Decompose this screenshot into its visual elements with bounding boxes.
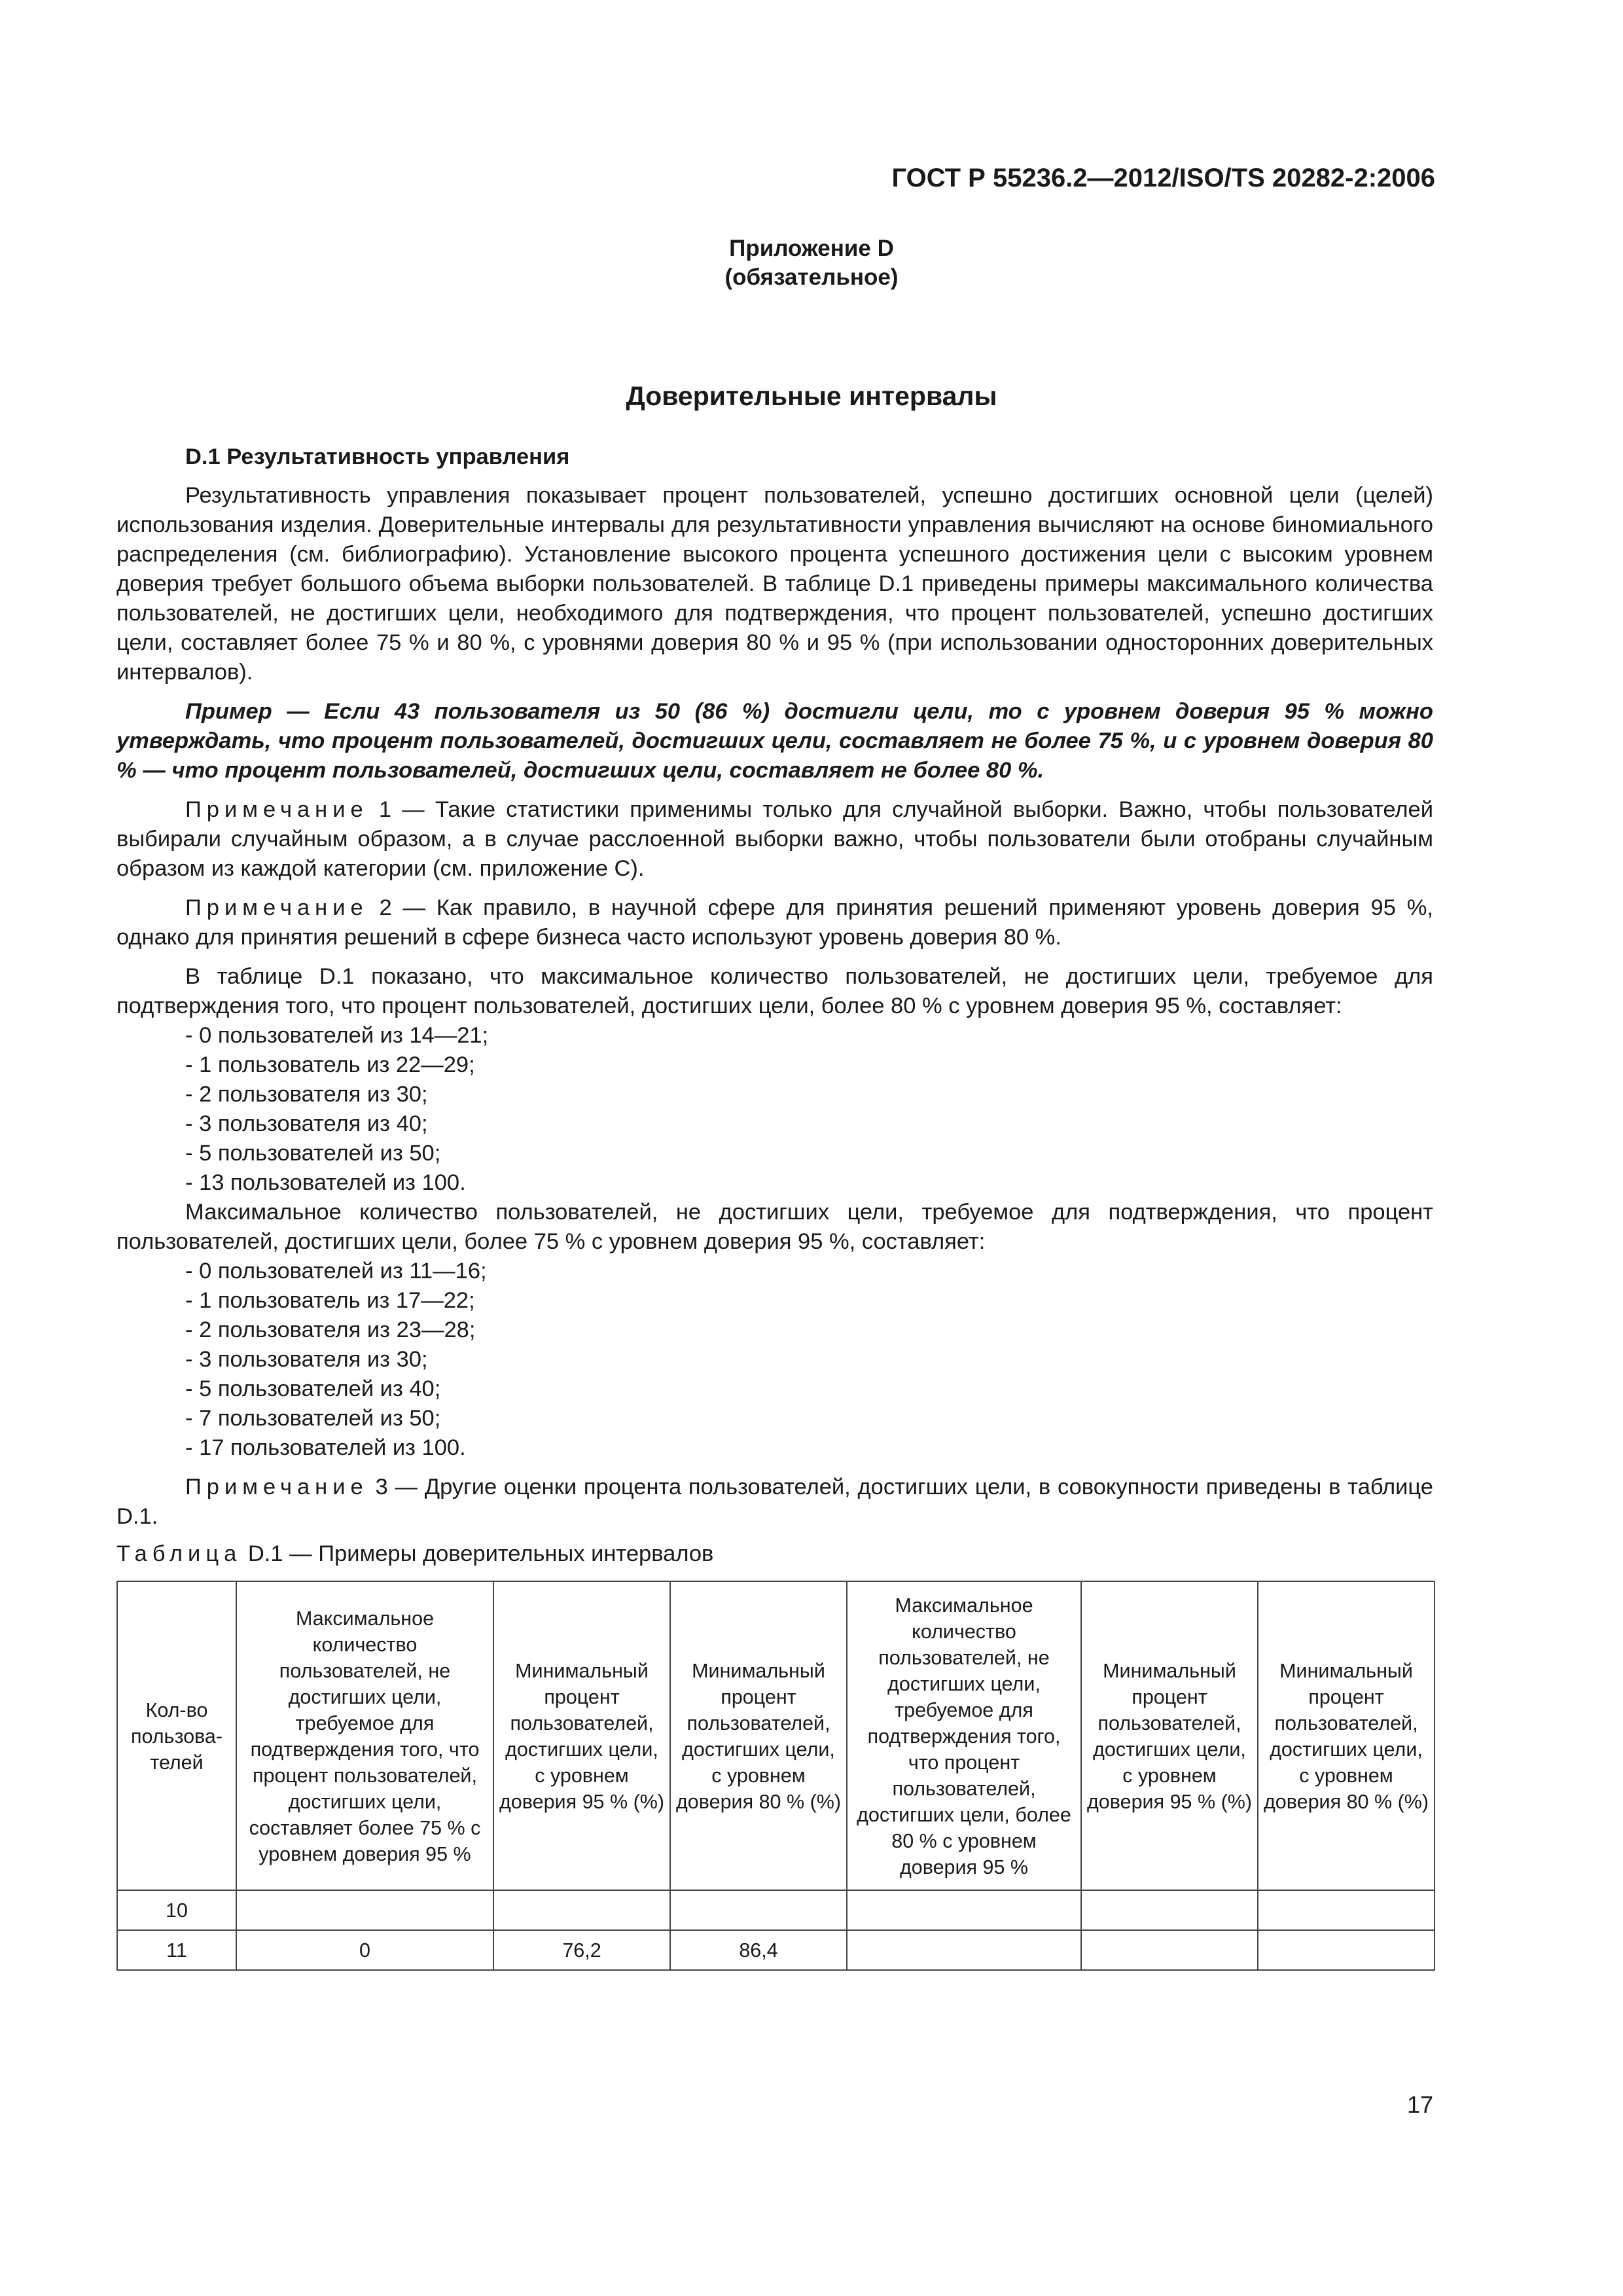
table-row <box>117 1930 1435 1970</box>
list-item: - 7 пользователей из 50; <box>185 1406 441 1431</box>
list-80-percent <box>116 1021 1433 1198</box>
confidence-intervals-table <box>116 1581 1435 1971</box>
list-item: - 3 пользователя из 30; <box>185 1347 428 1372</box>
list-item: - 3 пользователя из 40; <box>185 1111 428 1136</box>
column-header: Минимальный процент пользователей, достигших цели, с уровнем доверия 95 % (%) <box>493 1581 670 1890</box>
table-cell: 76,2 <box>493 1930 670 1970</box>
subsection-heading: D.1 Результативность управления <box>185 444 570 469</box>
column-header: Минимальный процент пользователей, достигших цели, с уровнем доверия 80 % (%) <box>670 1581 847 1890</box>
table-cell <box>847 1890 1081 1930</box>
column-header: Минимальный процент пользователей, достигших цели, с уровнем доверия 95 % (%) <box>1081 1581 1258 1890</box>
list-75-percent <box>116 1257 1433 1463</box>
table-cell <box>1081 1890 1258 1930</box>
list-item: - 5 пользователей из 40; <box>185 1376 441 1401</box>
column-header: Максимальное количество пользователей, не достигших цели, требуемое для подтверждения того, что процент пользователей, достигших цели, составляет более 75 % с уровнем доверия 95 % <box>236 1581 493 1890</box>
list-item: - 5 пользователей из 50; <box>185 1141 441 1166</box>
appendix-title: Приложение D <box>729 236 894 261</box>
paragraph-effectiveness: Результативность управления показывает процент пользователей, успешно достигших основной цели (целей) использования изделия. Доверительные интервалы для результативности управления вычисляют на основе биномиального распределения (см. библиографию). Установление высокого процента успешного достижения цели с высоким уровнем доверия требует большого объема выборки пользователей. В таблице D.1 приведены примеры максимального количества пользователей, не достигших цели, необходимого для подтверждения, что процент пользователей, успешно достигших цели, составляет более 75 % и 80 %, с уровнями доверия 80 % и 95 % (при использовании односторонних доверительных интервалов). <box>116 483 1433 685</box>
column-header: Минимальный процент пользователей, достигших цели, с уровнем доверия 80 % (%) <box>1258 1581 1435 1890</box>
paragraph-75-percent: Максимальное количество пользователей, не достигших цели, требуемое для подтверждения, что процент пользователей, достигших цели, более 75 % с уровнем доверия 95 %, составляет: <box>116 1200 1433 1254</box>
list-item: - 0 пользователей из 11—16; <box>185 1259 487 1283</box>
paragraph-80-percent: В таблице D.1 показано, что максимальное количество пользователей, не достигших цели, требуемое для подтверждения того, что процент пользователей, достигших цели, более 80 % с уровнем доверия 95 %, составляет: <box>116 964 1433 1018</box>
table-cell <box>236 1890 493 1930</box>
table-body <box>117 1890 1435 1970</box>
table-cell <box>493 1890 670 1930</box>
table-cell <box>1258 1930 1435 1970</box>
list-item: - 1 пользователь из 22—29; <box>185 1052 475 1077</box>
table-cell <box>1258 1890 1435 1930</box>
document-number-header: ГОСТ Р 55236.2—2012/ISO/TS 20282-2:2006 <box>891 164 1435 192</box>
list-item: - 2 пользователя из 23—28; <box>185 1318 476 1342</box>
column-header: Максимальное количество пользователей, не достигших цели, требуемое для подтверждения того, что процент пользователей, достигших цели, более 80 % с уровнем доверия 95 % <box>847 1581 1081 1890</box>
section-title: Доверительные интервалы <box>626 381 997 411</box>
note-1 <box>116 795 1433 884</box>
page-number: 17 <box>1406 2091 1433 2118</box>
table-cell: 11 <box>117 1930 236 1970</box>
appendix-heading <box>0 234 1623 292</box>
list-item: - 0 пользователей из 14—21; <box>185 1023 489 1048</box>
table-cell <box>1081 1930 1258 1970</box>
note-label: Примечание <box>185 1475 368 1499</box>
note-text: 3 — Другие оценки процента пользователей, достигших цели, в совокупности приведены в таблице D.1. <box>116 1475 1433 1529</box>
note-3 <box>116 1473 1433 1532</box>
table-cell <box>847 1930 1081 1970</box>
table-caption <box>116 1539 1433 1569</box>
table-cell: 10 <box>117 1890 236 1930</box>
table-row <box>117 1890 1435 1930</box>
column-header: Кол-во пользова-телей <box>117 1581 236 1890</box>
main-content <box>116 442 1433 1971</box>
note-label: Примечание <box>185 797 368 822</box>
note-2 <box>116 893 1433 952</box>
list-item: - 2 пользователя из 30; <box>185 1082 428 1107</box>
table-caption-text: D.1 — Примеры доверительных интервалов <box>241 1541 714 1566</box>
table-header-row <box>117 1581 1435 1890</box>
list-item: - 1 пользователь из 17—22; <box>185 1288 475 1313</box>
note-label: Примечание <box>185 895 368 920</box>
table-cell: 86,4 <box>670 1930 847 1970</box>
table-caption-label: Таблица <box>116 1541 242 1566</box>
note-text: 2 — Как правило, в научной сфере для принятия решений применяют уровень доверия 95 %, однако для принятия решений в сфере бизнеса часто используют уровень доверия 80 %. <box>116 895 1433 950</box>
list-item: - 17 пользователей из 100. <box>185 1435 466 1460</box>
list-item: - 13 пользователей из 100. <box>185 1170 466 1195</box>
appendix-status: (обязательное) <box>724 264 899 290</box>
example-paragraph: Пример — Если 43 пользователя из 50 (86 %) достигли цели, то с уровнем доверия 95 % можно утверждать, что процент пользователей, достигших цели, составляет не более 75 %, и с уровнем доверия 80 % — что процент пользователей, достигших цели, составляет не более 80 %. <box>116 699 1433 783</box>
note-text: 1 — Такие статистики применимы только для случайной выборки. Важно, чтобы пользователей выбирали случайным образом, а в случае расслоенной выборки важно, чтобы пользователи были отобраны случайным образом из каждой категории (см. приложение С). <box>116 797 1433 881</box>
table-cell <box>670 1890 847 1930</box>
table-cell: 0 <box>236 1930 493 1970</box>
